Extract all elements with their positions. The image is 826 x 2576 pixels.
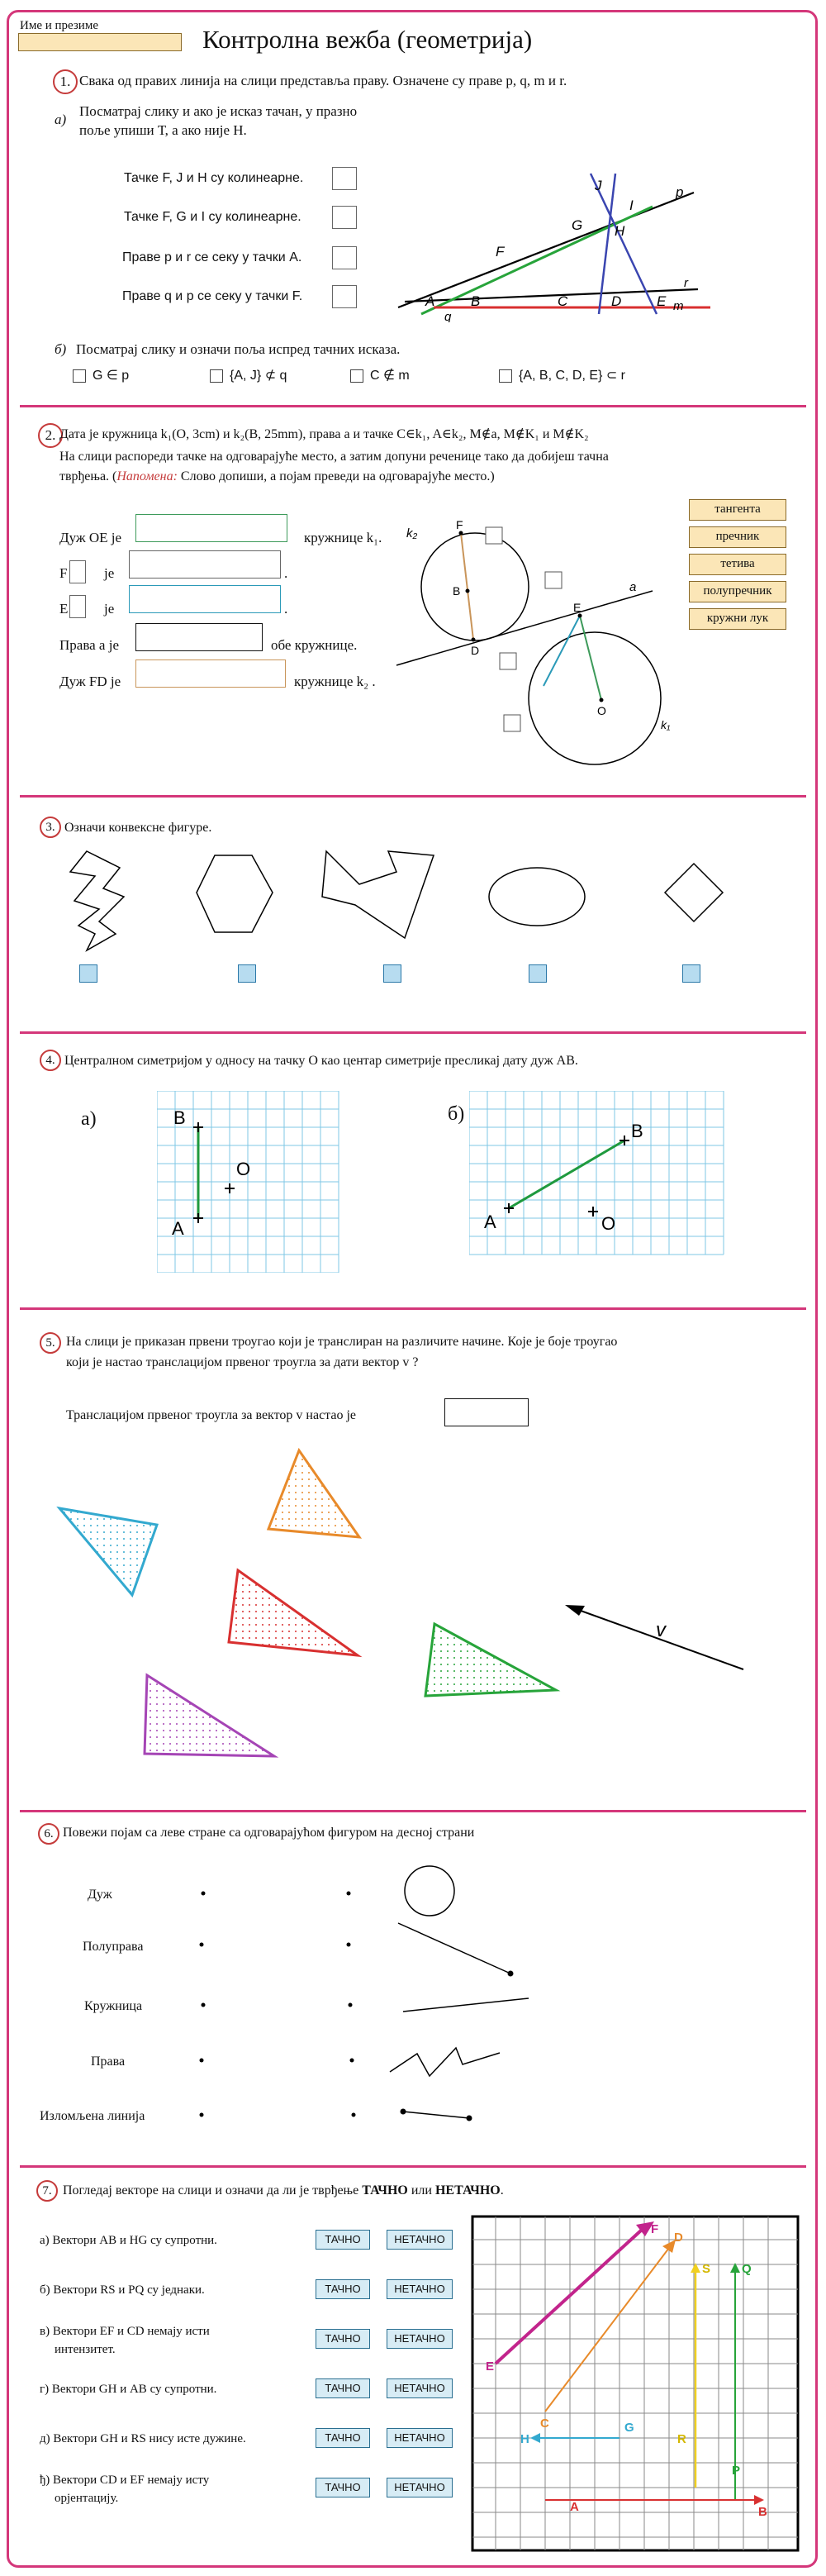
q1-sub-b-text: Посматрај слику и означи поља испред тачних исказа. [76,341,401,357]
q7-fig-label: Q [742,2262,752,2276]
q2-term[interactable]: кружни лук [689,608,786,630]
q7-fig-label: H [520,2432,529,2446]
q7-fig-label: B [758,2505,767,2519]
q2-row-pre: E [59,601,69,617]
q4-a-label: а) [81,1108,97,1130]
q7-true-button[interactable]: ТАЧНО [316,2279,370,2299]
q7-fig-label: R [677,2432,686,2446]
q7-true-button[interactable]: ТАЧНО [316,2428,370,2448]
section-separator [20,1307,806,1310]
q2-term[interactable]: пречник [689,526,786,548]
q2-letter-box[interactable] [69,595,86,618]
q6-number: 6. [38,1823,59,1845]
q1-answer-box[interactable] [332,246,357,269]
q2-row-mid: је [104,601,115,617]
q2-line2: На слици распореди тачке на одговарајуће место, а затим допуни реченице тако да добијеш тачна [59,450,609,464]
q7-item: ђ) Вектори CD и EF немају исту [40,2474,210,2487]
q7-item: в) Вектори EF и CD немају исти [40,2325,210,2338]
q1-option-checkbox[interactable] [499,369,512,383]
triangle-red [229,1570,358,1655]
q1-fig-label: A [425,293,435,309]
q1-answer-box[interactable] [332,285,357,308]
polyline-figure [390,2048,500,2076]
q7-fig-label: D [674,2231,683,2245]
section-separator [20,1031,806,1034]
section-separator [20,405,806,407]
q6-term: Изломљена линија [40,2109,145,2123]
q2-term[interactable]: тетива [689,554,786,575]
q1-sub-a-text1: Посматрај слику и ако је исказ тачан, у празно [79,103,358,119]
section-separator [20,1810,806,1812]
q2-term[interactable]: полупречник [689,581,786,602]
q5-text2: који је настао транслацијом првеног троугла за дати вектор v ? [66,1355,419,1369]
q1-statement: Праве q и p се секу у тачки F. [122,289,303,303]
q2-row-post: кружнице k₁. [304,530,382,545]
q2-answer-box[interactable] [129,550,281,579]
q2-term[interactable]: тангента [689,499,786,521]
circle-figure [405,1866,454,1916]
q3-checkbox[interactable] [383,964,401,983]
q3-checkbox[interactable] [79,964,97,983]
q5-answer-box[interactable] [444,1398,529,1426]
q7-item: б) Вектори RS и PQ су једнаки. [40,2283,205,2297]
q2-fig-label: O [597,704,606,717]
q1-fig-label: I [629,198,634,213]
q1-intro: Свака од правих линија на слици представља праву. Означене су праве p, q, m и r. [79,73,567,88]
q6-text: Повежи појам са леве стране са одговарајућом фигуром на десној страни [63,1826,475,1840]
q5-triangles [50,1438,776,1777]
q2-row-pre: F [59,565,68,581]
q2-answer-box[interactable] [135,623,263,651]
name-label: Име и презиме [20,19,98,32]
q6-figures [190,1859,553,2140]
q2-row-mid: је [104,565,115,581]
q4-b-label: б) [448,1103,465,1125]
q1-option-checkbox[interactable] [73,369,86,383]
q1-fig-label: F [496,244,505,260]
q5-answer-label: Транслацијом првеног троугла за вектор v настао је [66,1408,356,1422]
q1-statement: Тачке F, G и I су колинеарне. [124,210,301,224]
q1-sub-a-text2: поље упиши Т, а ако није Н. [79,122,247,138]
q7-true-button[interactable]: ТАЧНО [316,2329,370,2349]
q2-row-pre: Дуж OE је [59,530,122,545]
q2-row-post: . [284,601,288,617]
q1-statement: Праве p и r се секу у тачки A. [122,250,302,264]
section-separator [20,795,806,798]
triangle-blue [59,1508,157,1595]
q2-fig-label: a [629,580,637,594]
q7-true-button[interactable]: ТАЧНО [316,2230,370,2250]
q2-fig-label: F [456,518,463,531]
q1-fig-label: H [615,223,625,239]
q2-answer-box[interactable] [129,585,281,613]
q1-option: G ∈ p [93,369,130,383]
q5-number: 5. [40,1332,61,1354]
section-separator [20,2165,806,2168]
q2-fig-label: k₁ [661,718,671,731]
line-figure [403,1998,529,2012]
q4-text: Централном симетријом у односу на тачку О као центар симетрије пресликај дату дуж АВ. [64,1054,578,1068]
q7-false-button[interactable]: НЕТАЧНО [387,2279,453,2299]
q4-grid-a [157,1091,355,1273]
q1-option: {A, B, C, D, E} ⊂ r [519,369,625,383]
q2-letter-box[interactable] [69,560,86,583]
q3-checkbox[interactable] [238,964,256,983]
lightning-shape [70,851,124,950]
q2-fig-label: B [453,584,461,598]
q1-sub-b-label: б) [55,341,67,357]
q7-fig-label: P [732,2464,741,2478]
q7-vector-grid [471,2215,801,2554]
q1-fig-label: m [673,299,684,313]
q2-fig-label: E [573,601,582,614]
q1-lines-figure [388,157,710,322]
q7-item-cont: орјентацију. [55,2492,119,2505]
rhombus-shape [665,864,723,921]
q7-false-button[interactable]: НЕТАЧНО [387,2230,453,2250]
ray-figure [398,1923,510,1974]
page-title: Контролна вежба (геометрија) [202,25,533,54]
q7-fig-label: S [702,2262,711,2276]
q4-point-label: A [484,1212,496,1232]
q2-fig-label: D [471,644,480,657]
q3-shapes [50,843,776,967]
q5-vector-label: v [656,1619,666,1641]
q2-circles-figure [388,512,686,777]
q1-fig-label: q [444,310,452,322]
q2-line1: Дата је кружница k₁(O, 3cm) и k₂(B, 25mm), права a и тачке C∈k₁, A∈k₂, M∉a, M∉K₁ и M∉K₂ [59,427,589,441]
q3-text: Означи конвексне фигуре. [64,821,212,835]
q1-option-checkbox[interactable] [210,369,223,383]
q4-point-label: B [631,1121,643,1141]
q4-point-label: B [173,1107,186,1128]
q2-fig-label: k₂ [406,526,418,540]
q7-text: Погледај векторе на слици и означи да ли је тврђење ТАЧНО или НЕТАЧНО. [63,2183,504,2197]
q4-point-label: O [236,1159,251,1179]
q1-fig-label: D [611,293,622,309]
q4-point-label: A [172,1218,184,1239]
q7-false-button[interactable]: НЕТАЧНО [387,2378,453,2398]
q5-text1: На слици је приказан првени троугао који је транслиран на различите начине. Које је боје троугао [66,1335,618,1349]
ellipse-shape [489,868,585,926]
q7-true-button[interactable]: ТАЧНО [316,2378,370,2398]
q1-number: 1. [53,69,78,94]
q2-line3: тврђења. (Напомена: Слово допиши, а појам преведи на одговарајуће место.) [59,469,495,483]
q7-item: г) Вектори GH и AB су супротни. [40,2383,217,2396]
concave-shape [322,851,434,938]
hexagon-shape [197,855,273,932]
q1-fig-label: p [676,184,684,200]
q1-option: C ∉ m [370,369,410,383]
q2-answer-box[interactable] [135,514,287,542]
name-input[interactable] [18,33,182,51]
q7-true-button[interactable]: ТАЧНО [316,2478,370,2497]
q1-option: {A, J} ⊄ q [230,369,287,383]
q6-term: Полуправа [83,1940,144,1954]
q7-false-button[interactable]: НЕТАЧНО [387,2329,453,2349]
q1-fig-label: E [657,293,667,309]
q3-checkbox[interactable] [682,964,700,983]
q7-item-cont: интензитет. [55,2343,116,2356]
q7-fig-label: A [570,2500,579,2514]
q3-number: 3. [40,817,61,838]
q1-option-checkbox[interactable] [350,369,363,383]
q4-point-label: O [601,1213,616,1234]
q3-checkbox[interactable] [529,964,547,983]
q6-term: Дуж [88,1888,112,1902]
q2-row-post: . [284,565,288,581]
q6-term: Права [91,2055,126,2069]
q7-fig-label: C [540,2416,549,2431]
q7-fig-label: G [624,2421,634,2435]
q1-statement: Тачке F, J и H су колинеарне. [124,171,304,185]
triangle-purple [145,1675,274,1756]
q7-false-button[interactable]: НЕТАЧНО [387,2478,453,2497]
segment-figure [403,2112,469,2118]
q7-number: 7. [36,2180,58,2202]
q7-item: а) Вектори AB и HG су супротни. [40,2234,217,2247]
triangle-green [425,1624,556,1696]
q1-answer-box[interactable] [332,167,357,190]
q2-row-pre: Права a је [59,637,119,653]
q1-sub-a-label: а) [55,112,67,127]
q1-fig-label: r [684,276,688,290]
q2-row-post: кружнице k₂ . [294,674,376,689]
q2-number: 2. [38,423,63,448]
q7-fig-label: F [651,2222,659,2236]
q1-fig-label: B [471,293,481,309]
q1-fig-label: G [572,217,583,233]
q4-number: 4. [40,1050,61,1071]
q7-fig-label: E [486,2359,495,2374]
q7-item: д) Вектори GH и RS нису исте дужине. [40,2432,246,2445]
q4-grid-b [469,1091,733,1256]
q1-fig-label: J [595,178,602,193]
q1-answer-box[interactable] [332,206,357,229]
triangle-orange [268,1450,359,1537]
q2-row-pre: Дуж FD је [59,674,121,689]
q1-fig-label: C [558,293,568,309]
q2-row-post: обе кружнице. [271,637,358,653]
q6-term: Кружница [84,1999,143,2013]
q2-answer-box[interactable] [135,659,286,688]
q7-false-button[interactable]: НЕТАЧНО [387,2428,453,2448]
